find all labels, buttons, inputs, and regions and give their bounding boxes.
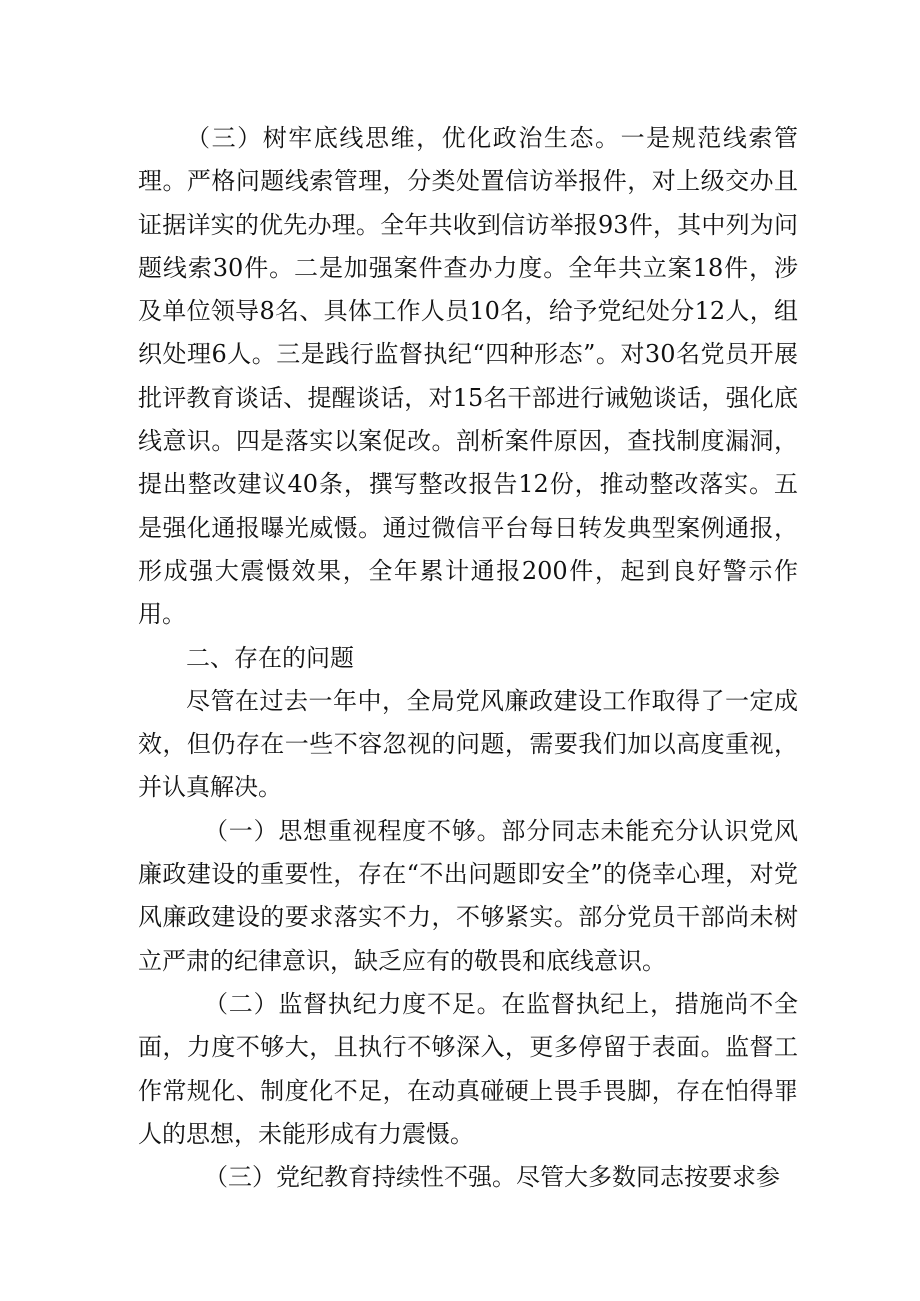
paragraph-political-ecology: （三）树牢底线思维，优化政治生态。一是规范线索管理。严格问题线索管理，分类处置信访举报件，对上级交办且证据详实的优先办理。全年共收到信访举报93件，其中列为问题线索30件。二是加强案件查办力度。全年共立案18件，涉及单位领导8名、具体工作人员10名，给予党纪处分12人，组织处理6人。三是践行监督执纪“四种形态”。对30名党员开展批评教育谈话、提醒谈话，对15名干部进行诫勉谈话，强化底线意识。四是落实以案促改。剖析案件原因，查找制度漏洞，提出整改建议40条，撰写整改报告12份，推动整改落实。五是强化通报曝光威慑。通过微信平台每日转发典型案例通报，形成强大震慑效果，全年累计通报200件，起到良好警示作用。	[138, 124, 798, 629]
section-heading-problems: 二、存在的问题	[186, 643, 354, 672]
paragraph-problem-supervision: （二）监督执纪力度不足。在监督执纪上，措施尚不全面，力度不够大，且执行不够深入，更多停留于表面。监督工作常规化、制度化不足，在动真碰硬上畏手畏脚，存在怕得罪人的思想，未能形成有力震慑。	[138, 989, 798, 1148]
paragraph-problem-thinking: （一）思想重视程度不够。部分同志未能充分认识党风廉政建设的重要性，存在“不出问题即安全”的侥幸心理，对党风廉政建设的要求落实不力，不够紧实。部分党员干部尚未树立严肃的纪律意识，缺乏应有的敬畏和底线意识。	[138, 816, 798, 975]
paragraph-problems-intro: 尽管在过去一年中，全局党风廉政建设工作取得了一定成效，但仍存在一些不容忽视的问题，需要我们加以高度重视，并认真解决。	[138, 686, 798, 802]
document-body	[138, 117, 798, 1199]
paragraph-problem-education: （三）党纪教育持续性不强。尽管大多数同志按要求参	[204, 1163, 780, 1192]
